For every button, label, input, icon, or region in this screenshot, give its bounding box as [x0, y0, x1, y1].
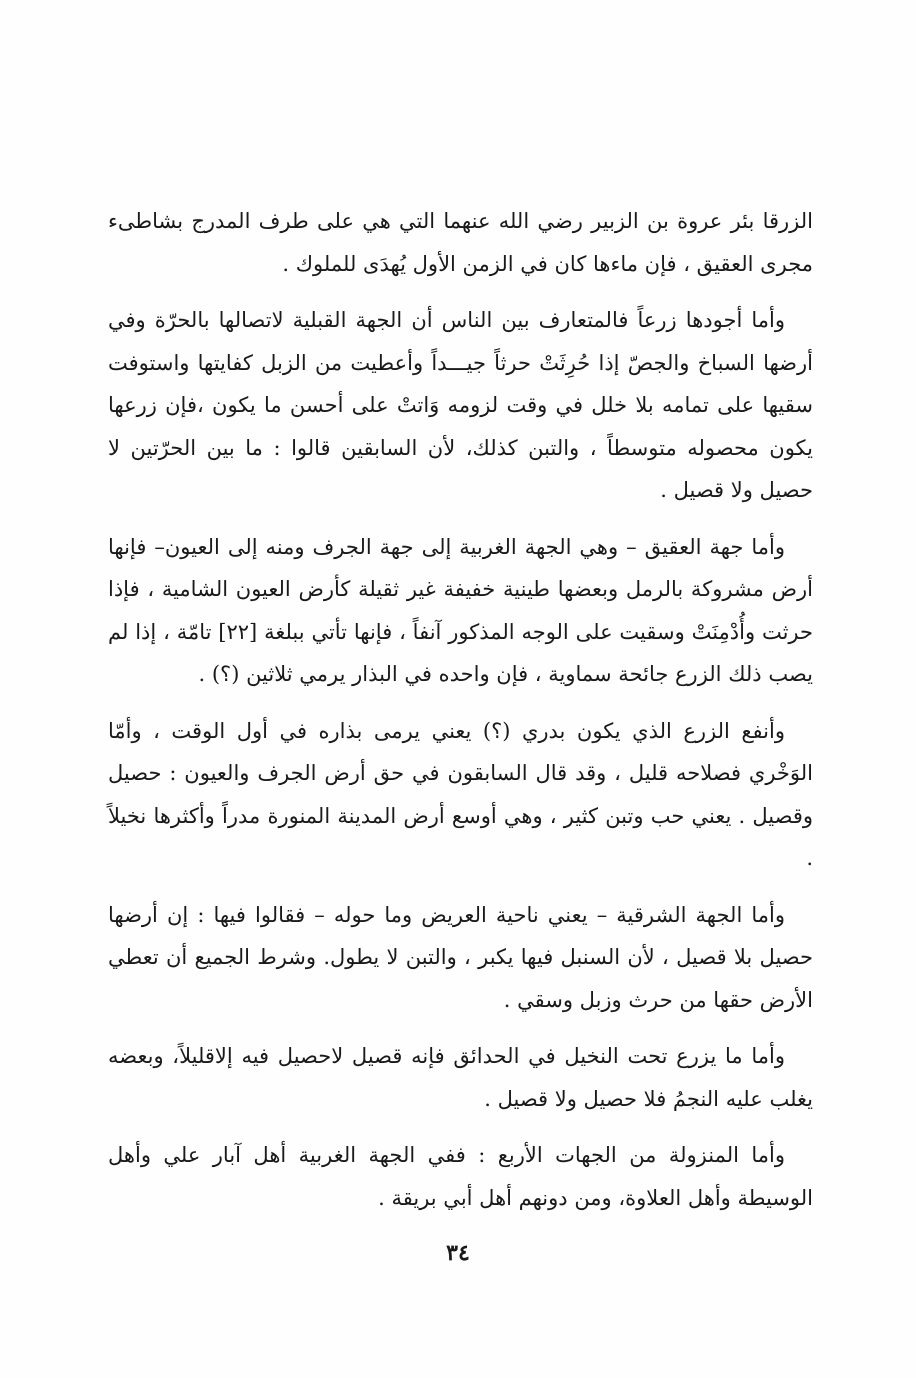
paragraph-1: الزرقا بئر عروة بن الزبير رضي الله عنهما التي هي على طرف المدرج بشاطىء مجرى العقيق ، فإن ماءها كان في الزمن الأول يُهدَى للملوك .	[108, 209, 813, 276]
paragraph-2: وأما أجودها زرعاً فالمتعارف بين الناس أن الجهة القبلية لاتصالها بالحرّة وفي أرضها السباخ والجصّ إذا حُرِثَتْ حرثاً جيـــداً وأعطيت من الزبل كفايتها واستوفت سقيها على تمامه بلا خلل في وقت لزومه وَاتتْ على أحسن ما يكون ،فإن زرعها يكون محصوله متوسطاً ، والتبن كذلك، لأن السابقين قالوا : ما بين الحرّتين لا حصيل ولا قصيل .	[108, 308, 813, 502]
page-number: ٣٤	[446, 1240, 470, 1266]
paragraph-4: وأنفع الزرع الذي يكون بدري (؟) يعني يرمى بذاره في أول الوقت ، وأمّا الوَخْري فصلاحه قليل ، وقد قال السابقون في حق أرض الجرف والعيون : حصيل وقصيل . يعني حب وتبن كثير ، وهي أوسع أرض المدينة المنورة مدراً وأكثرها نخيلاً .	[108, 718, 813, 870]
paragraph-6: وأما ما يزرع تحت النخيل في الحدائق فإنه قصيل لاحصيل فيه إلاقليلاً، وبعضه يغلب عليه النجمُ فلا حصيل ولا قصيل .	[108, 1044, 813, 1111]
body-text	[108, 200, 813, 1233]
paragraph-5: وأما الجهة الشرقية – يعني ناحية العريض وما حوله – فقالوا فيها : إن أرضها حصيل بلا قصيل ، لأن السنبل فيها يكبر ، والتبن لا يطول. وشرط الجميع أن تعطي الأرض حقها من حرث وزبل وسقي .	[108, 902, 813, 1012]
paragraph-7: وأما المنزولة من الجهات الأربع : ففي الجهة الغربية أهل آبار علي وأهل الوسيطة وأهل العلاوة، ومن دونهم أهل أبي بريقة .	[108, 1143, 813, 1210]
paragraph-3: وأما جهة العقيق – وهي الجهة الغربية إلى جهة الجرف ومنه إلى العيون– فإنها أرض مشروكة بالرمل وبعضها طينية خفيفة غير ثقيلة كأرض العيون الشامية ، فإذا حرثت وأُدْمِنَتْ وسقيت على الوجه المذكور آنفاً ، فإنها تأتي ببلغة [٢٢] تامّة ، إذا لم يصب ذلك الزرع جائحة سماوية ، فإن واحده في البذار يرمي ثلاثين (؟) .	[108, 534, 813, 686]
